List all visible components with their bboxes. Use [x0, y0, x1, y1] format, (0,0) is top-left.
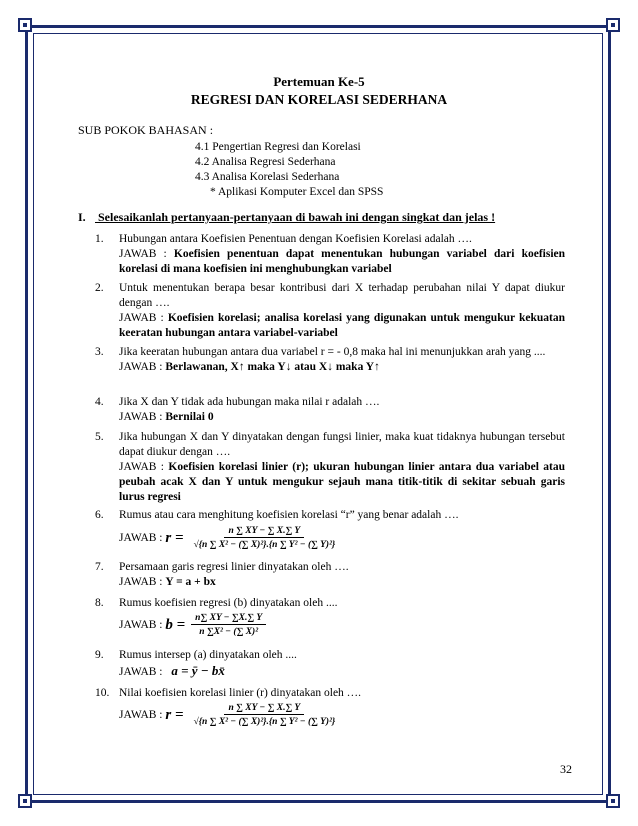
section-heading [78, 210, 495, 225]
jawab-label: JAWAB : [119, 461, 164, 473]
answer-text: Koefisien korelasi linier (r); ukuran hubungan linier antara dua variabel atau peubah acak X dan Y untuk mengukur sejauh mana titik-titik di sekitar sebuah garis lurus regresi [119, 461, 565, 503]
jawab-label: JAWAB : [119, 532, 163, 545]
jawab-label: JAWAB : [119, 709, 163, 722]
question-number: 10. [95, 687, 110, 699]
corner-ornament-icon [18, 18, 32, 32]
answer-text: Koefisien korelasi; analisa korelasi yang digunakan untuk mengukur kekuatan keeratan hubungan antara variabel-variabel [119, 312, 566, 339]
jawab-label: JAWAB : [119, 312, 164, 324]
question-number: 2. [95, 282, 104, 294]
question-text: Nilai koefisien korelasi linier (r) dinyatakan oleh …. [119, 687, 362, 699]
question-number: 5. [95, 431, 104, 443]
jawab-label: JAWAB : [119, 619, 163, 632]
question-text: Rumus intersep (a) dinyatakan oleh .... [119, 649, 297, 661]
answer-text: Bernilai 0 [165, 411, 214, 423]
corner-ornament-icon [606, 18, 620, 32]
jawab-label: JAWAB : [119, 361, 163, 373]
question-number: 1. [95, 233, 104, 245]
question-text: Rumus koefisien regresi (b) dinyatakan oleh .... [119, 597, 338, 609]
formula-fraction [190, 702, 340, 729]
question-number: 3. [95, 346, 104, 358]
sub-pokok-label: SUB POKOK BAHASAN : [78, 123, 214, 137]
question-text: Hubungan antara Koefisien Penentuan dengan Koefisien Korelasi adalah …. [119, 233, 472, 245]
jawab-label: JAWAB : [119, 576, 163, 588]
formula-fraction [190, 525, 340, 552]
correlation-formula [165, 702, 339, 729]
formula-denominator: √{n ∑ X² − (∑ X)²}.{n ∑ Y² − (∑ Y)²} [193, 717, 336, 727]
question-text: Jika X dan Y tidak ada hubungan maka nilai r adalah …. [119, 396, 380, 408]
formula-fraction [191, 612, 266, 639]
question-item [95, 430, 565, 505]
question-item [95, 395, 565, 425]
question-text: Jika hubungan X dan Y dinyatakan dengan fungsi linier, maka kuat tidaknya hubungan tersebut dapat diukur dengan …. [119, 431, 565, 458]
question-number: 4. [95, 396, 104, 408]
question-item [95, 232, 565, 277]
question-item [95, 281, 565, 341]
question-item [95, 508, 565, 552]
intercept-formula: a = ȳ − bx̄ [171, 663, 225, 678]
answer-text: Berlawanan, X↑ maka Y↓ atau X↓ maka Y↑ [165, 361, 380, 373]
page-number: 32 [560, 762, 572, 776]
jawab-label: JAWAB : [119, 248, 167, 260]
question-item [95, 596, 565, 639]
corner-ornament-icon [18, 794, 32, 808]
page-title: REGRESI DAN KORELASI SEDERHANA [190, 92, 448, 107]
sub-pokok-item: 4.1 Pengertian Regresi dan Korelasi [195, 141, 361, 153]
meeting-title: Pertemuan Ke-5 [273, 74, 365, 89]
corner-ornament-icon [606, 794, 620, 808]
answer-text: Koefisien penentuan dapat menentukan hubungan variabel dari koefisien korelasi di mana koefisien ini menghubungkan variabel [119, 248, 566, 275]
question-text: Persamaan garis regresi linier dinyatakan oleh …. [119, 561, 349, 573]
answer-text: Y = a + bx [165, 576, 216, 588]
question-number: 9. [95, 649, 104, 661]
question-number: 8. [95, 597, 104, 609]
sub-pokok-item: * Aplikasi Komputer Excel dan SPSS [210, 186, 384, 198]
question-item [95, 345, 565, 375]
formula-variable: r = [165, 530, 184, 546]
jawab-label: JAWAB : [119, 666, 163, 678]
question-item [95, 560, 565, 590]
formula-variable: r = [165, 707, 184, 723]
regression-coefficient-formula [165, 612, 266, 639]
formula-variable: b = [165, 617, 186, 633]
formula-numerator: n ∑ XY − ∑ X.∑ Y [224, 525, 304, 538]
sub-pokok-item: 4.2 Analisa Regresi Sederhana [195, 156, 336, 168]
question-text: Untuk menentukan berapa besar kontribusi dari X terhadap perubahan nilai Y dapat diukur dengan …. [119, 282, 565, 309]
question-text: Rumus atau cara menghitung koefisien korelasi “r” yang benar adalah …. [119, 509, 459, 521]
question-number: 6. [95, 509, 104, 521]
section-instruction: Selesaikanlah pertanyaan-pertanyaan di bawah ini dengan singkat dan jelas ! [98, 210, 496, 224]
formula-numerator: n∑ XY − ∑X.∑ Y [191, 612, 266, 625]
formula-denominator: n ∑X² − (∑ X)² [199, 627, 259, 637]
question-item [95, 648, 565, 680]
question-item [95, 686, 565, 729]
jawab-label: JAWAB : [119, 411, 163, 423]
section-number: I. [78, 210, 86, 224]
formula-denominator: √{n ∑ X² − (∑ X)²}.{n ∑ Y² − (∑ Y)²} [193, 540, 336, 550]
sub-pokok-item: 4.3 Analisa Korelasi Sederhana [195, 171, 340, 183]
question-text: Jika keeratan hubungan antara dua variabel r = - 0,8 maka hal ini menunjukkan arah yang .... [119, 346, 546, 358]
correlation-formula [165, 525, 339, 552]
question-number: 7. [95, 561, 104, 573]
formula-numerator: n ∑ XY − ∑ X.∑ Y [224, 702, 304, 715]
